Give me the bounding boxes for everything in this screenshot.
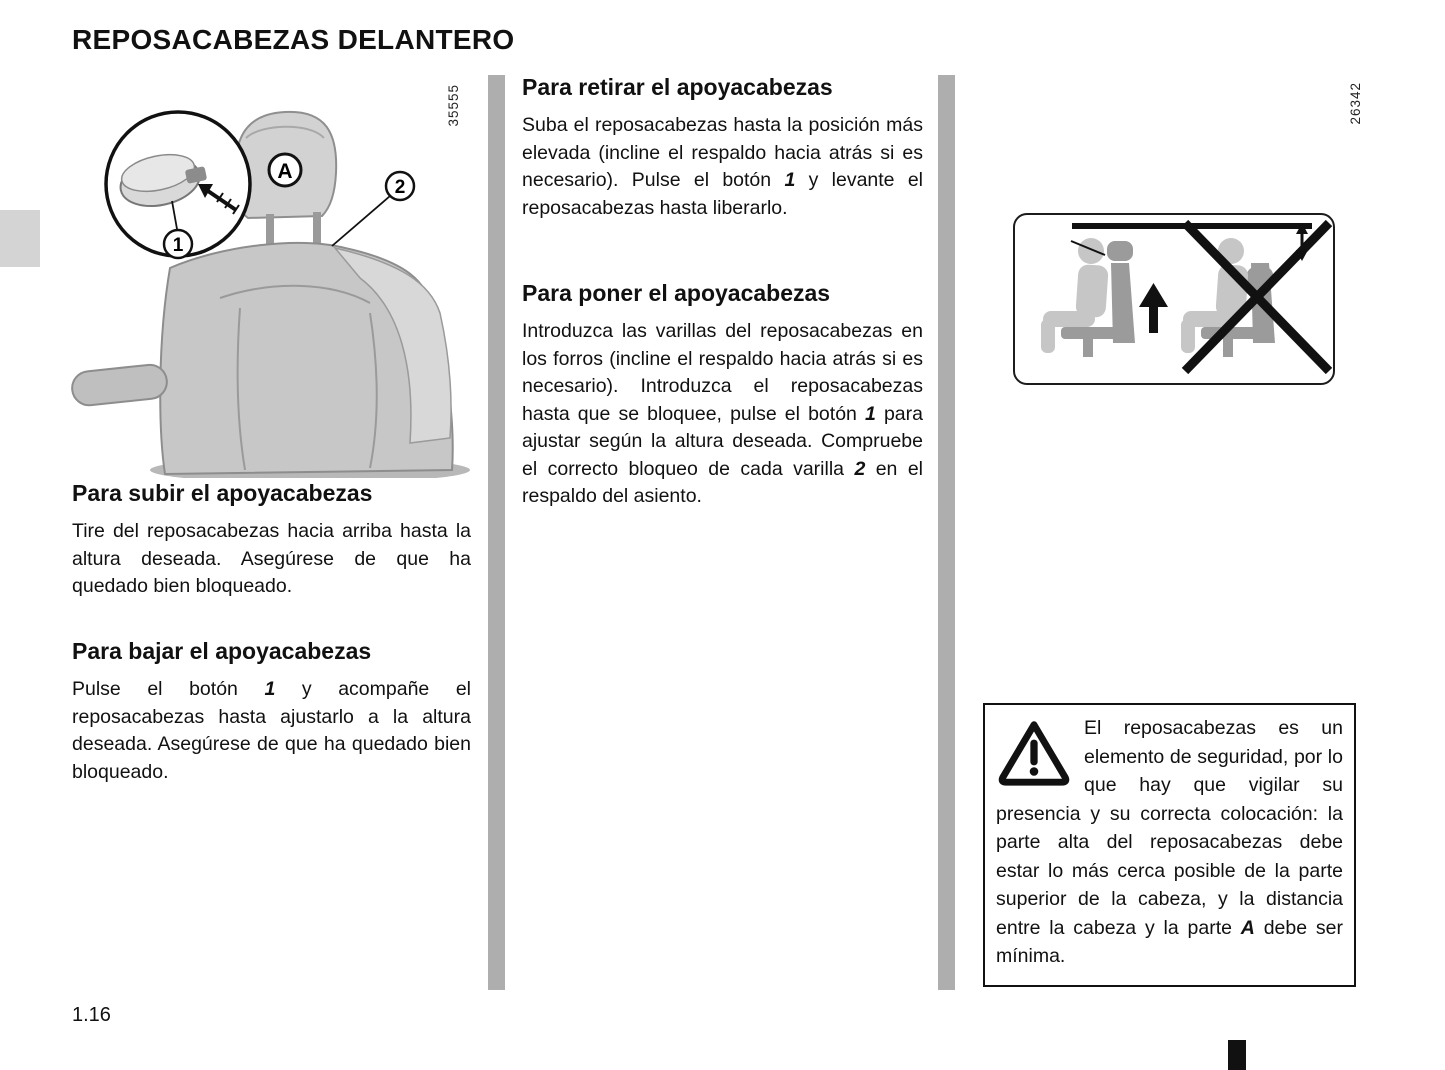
cross-out-x	[1185, 223, 1329, 371]
page-title: REPOSACABEZAS DELANTERO	[72, 24, 515, 55]
paragraph-subir: Tire del reposacabezas hacia arriba hasta la altura deseada. Asegúrese de que ha quedado bien bloqueado.	[72, 520, 471, 597]
paragraph-bajar: Pulse el botón 1 y acompañe el reposacabezas hasta ajustarlo a la altura deseada. Asegúrese de que ha quedado bien bloqueado.	[72, 678, 471, 783]
heading-subir: Para subir el apoyacabezas	[72, 480, 373, 506]
callout-a-label: A	[277, 160, 293, 183]
callout-2-label: 2	[394, 177, 406, 198]
warning-triangle-icon	[996, 717, 1072, 787]
heading-retirar: Para retirar el apoyacabezas	[522, 74, 833, 100]
figure-number-right: 26342	[1348, 82, 1363, 125]
column-divider-left	[488, 75, 505, 990]
correct-posture-figure	[1041, 238, 1168, 357]
heading-bajar: Para bajar el apoyacabezas	[72, 638, 372, 664]
column-divider-right	[938, 75, 955, 990]
position-illustration-svg	[1015, 215, 1333, 383]
section-edge-tab	[0, 210, 40, 267]
warning-text: El reposacabezas es un elemento de seguridad, por lo que hay que vigilar su presencia y su correcta colocación: la parte alta del reposacabezas debe estar lo más cerca posible de la parte superior de la cabeza, y la distancia entre la cabeza y la parte A debe ser mínima.	[996, 717, 1343, 967]
figure-number-left: 35555	[446, 84, 461, 127]
callout-1-label: 1	[172, 235, 184, 256]
page-corner-marker	[1228, 1040, 1246, 1070]
paragraph-poner: Introduzca las varillas del reposacabezas en los forros (incline el respaldo hacia atrás si es necesario). Introduzca el reposacabezas hasta que se bloquee, pulse el botón 1 para ajustar según la altura deseada. Compruebe el correcto bloqueo de cada varilla 2 en el respaldo del asiento.	[522, 320, 923, 507]
armrest-shape	[70, 363, 168, 407]
seat-illustration-svg	[70, 98, 470, 478]
page-number: 1.16	[72, 1004, 111, 1026]
heading-poner: Para poner el apoyacabezas	[522, 280, 831, 306]
warning-box	[983, 703, 1356, 987]
position-illustration-box	[1013, 213, 1335, 385]
paragraph-retirar: Suba el reposacabezas hasta la posición más elevada (incline el respaldo hacia atrás si es necesario). Pulse el botón 1 y levante el reposacabezas hasta liberarlo.	[522, 114, 924, 219]
seat-illustration	[70, 98, 470, 478]
